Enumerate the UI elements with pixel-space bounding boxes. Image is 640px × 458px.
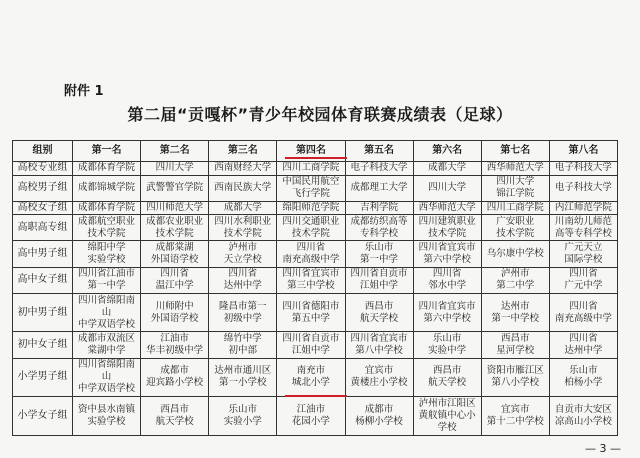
result-cell: 四川省 邻水中学 xyxy=(413,267,481,293)
result-cell: 四川省绵阳南山 中学双语学校 xyxy=(73,358,141,397)
result-cell: 四川省 南充高级中学 xyxy=(549,293,617,332)
result-cell: 宜宾市 第十二中学校 xyxy=(481,397,549,436)
result-cell: 乐山市 实验小学 xyxy=(209,397,277,436)
result-cell: 广元天立 国际学校 xyxy=(549,241,617,267)
table-row xyxy=(13,332,618,358)
result-cell: 四川大学 锦江学院 xyxy=(481,175,549,201)
result-cell: 乐山市 柏杨小学 xyxy=(549,358,617,397)
result-cell: 四川省江油市 第一中学 xyxy=(73,267,141,293)
table-row xyxy=(13,162,618,176)
result-cell: 四川师范大学 xyxy=(141,201,209,215)
header-rank-2: 第二名 xyxy=(141,141,209,162)
result-cell: 四川省宜宾市 第六中学校 xyxy=(413,293,481,332)
attachment-label: 附件 1 xyxy=(64,84,104,99)
group-cell: 高校专业组 xyxy=(13,162,73,176)
result-cell: 四川工商学院 xyxy=(481,201,549,215)
document-title: 第二届“贡嘎杯”青少年校园体育联赛成绩表（足球） xyxy=(127,105,513,124)
table-row xyxy=(13,267,618,293)
group-cell: 高中男子组 xyxy=(13,241,73,267)
result-cell: 中国民用航空 飞行学院 xyxy=(277,175,345,201)
result-cell: 成都锦城学院 xyxy=(73,175,141,201)
header-rank-4: 第四名 xyxy=(277,141,345,162)
result-cell: 宜宾市 黄楼庄小学校 xyxy=(345,358,413,397)
result-cell: 成都理工大学 xyxy=(345,175,413,201)
result-cell: 自贡市大安区 凉高山小学校 xyxy=(549,397,617,436)
group-cell: 高中女子组 xyxy=(13,267,73,293)
result-cell: 电子科技大学 xyxy=(549,175,617,201)
result-cell: 西昌市 航天学校 xyxy=(413,358,481,397)
result-cell: 四川省宜宾市 第三中学校 xyxy=(277,267,345,293)
result-cell: 四川交通职业 技术学院 xyxy=(277,215,345,241)
group-cell: 初中女子组 xyxy=(13,332,73,358)
header-rank-7: 第七名 xyxy=(481,141,549,162)
result-cell: 江油市 花园小学 xyxy=(277,397,345,436)
result-cell: 成都航空职业 技术学院 xyxy=(73,215,141,241)
header-rank-3: 第三名 xyxy=(209,141,277,162)
result-cell: 西华师范大学 xyxy=(481,162,549,176)
result-cell: 四川大学 xyxy=(413,175,481,201)
result-cell: 泸州市 第二中学 xyxy=(481,267,549,293)
result-cell: 南充市 城北小学 xyxy=(277,358,345,397)
header-rank-5: 第五名 xyxy=(345,141,413,162)
result-cell: 四川省自贡市 江姐中学 xyxy=(277,332,345,358)
result-cell: 绵竹中学 初中部 xyxy=(209,332,277,358)
result-cell: 四川省 达州中学 xyxy=(209,267,277,293)
table-row xyxy=(13,215,618,241)
result-cell: 吉利学院 xyxy=(345,201,413,215)
result-cell: 江油市 华丰初级中学 xyxy=(141,332,209,358)
header-rank-8: 第八名 xyxy=(549,141,617,162)
result-cell: 川南幼儿师范 高等专科学校 xyxy=(549,215,617,241)
group-cell: 高职高专组 xyxy=(13,215,73,241)
result-cell: 西昌市 航天学校 xyxy=(345,293,413,332)
result-cell: 乐山市 第一中学 xyxy=(345,241,413,267)
result-cell: 四川大学 xyxy=(141,162,209,176)
result-cell: 川师附中 外国语学校 xyxy=(141,293,209,332)
result-cell: 四川省宜宾市 第六中学校 xyxy=(413,241,481,267)
header-group: 组别 xyxy=(13,141,73,162)
result-cell: 成都体育学院 xyxy=(73,201,141,215)
result-cell: 四川建筑职业 技术学院 xyxy=(413,215,481,241)
result-cell: 达州市通川区 第一小学校 xyxy=(209,358,277,397)
table-row xyxy=(13,358,618,397)
result-cell: 隆昌市第一 初级中学 xyxy=(209,293,277,332)
result-cell: 西南财经大学 xyxy=(209,162,277,176)
results-table xyxy=(12,140,618,436)
result-cell: 西昌市 星河学校 xyxy=(481,332,549,358)
result-cell: 成都市 迎宾路小学校 xyxy=(141,358,209,397)
result-cell: 成都棠湖 外国语学校 xyxy=(141,241,209,267)
result-cell: 四川工商学院 xyxy=(277,162,345,176)
result-cell: 成都体育学院 xyxy=(73,162,141,176)
result-cell: 内江师范学院 xyxy=(549,201,617,215)
highlight-underline-header xyxy=(285,157,347,159)
result-cell: 武警警官学院 xyxy=(141,175,209,201)
table-row xyxy=(13,241,618,267)
header-rank-1: 第一名 xyxy=(73,141,141,162)
result-cell: 四川省 广元中学 xyxy=(549,267,617,293)
result-cell: 四川省 南充高级中学 xyxy=(277,241,345,267)
page-number: — 3 — xyxy=(585,442,621,455)
table-row xyxy=(13,201,618,215)
group-cell: 小学男子组 xyxy=(13,358,73,397)
result-cell: 成都农业职业 技术学院 xyxy=(141,215,209,241)
group-cell: 小学女子组 xyxy=(13,397,73,436)
result-cell: 广安职业 技术学院 xyxy=(481,215,549,241)
result-cell: 四川省 达州中学 xyxy=(549,332,617,358)
result-cell: 电子科技大学 xyxy=(549,162,617,176)
result-cell: 成都纺织高等 专科学校 xyxy=(345,215,413,241)
table-row xyxy=(13,293,618,332)
result-cell: 成都市双流区 棠湖中学 xyxy=(73,332,141,358)
group-cell: 高校男子组 xyxy=(13,175,73,201)
result-cell: 四川省自贡市 江姐中学 xyxy=(345,267,413,293)
result-cell: 四川省德阳市 第五中学 xyxy=(277,293,345,332)
header-rank-6: 第六名 xyxy=(413,141,481,162)
highlight-underline-cell xyxy=(285,395,347,397)
result-cell: 成都市 杨柳小学校 xyxy=(345,397,413,436)
group-cell: 初中男子组 xyxy=(13,293,73,332)
result-cell: 绵阳师范学院 xyxy=(277,201,345,215)
table-row xyxy=(13,397,618,436)
result-cell: 四川省 温江中学 xyxy=(141,267,209,293)
result-cell: 泸州市 天立学校 xyxy=(209,241,277,267)
result-cell: 电子科技大学 xyxy=(345,162,413,176)
result-cell: 西昌市 航天学校 xyxy=(141,397,209,436)
group-cell: 高校女子组 xyxy=(13,201,73,215)
table-row xyxy=(13,175,618,201)
result-cell: 成都大学 xyxy=(209,201,277,215)
result-cell: 泸州市江阳区 黄舣镇中心小 学校 xyxy=(413,397,481,436)
result-cell: 西华师范大学 xyxy=(413,201,481,215)
result-cell: 达州市 第一中学校 xyxy=(481,293,549,332)
result-cell: 西南民族大学 xyxy=(209,175,277,201)
result-cell: 资中县水南镇 实验学校 xyxy=(73,397,141,436)
result-cell: 四川省绵阳南山 中学双语学校 xyxy=(73,293,141,332)
result-cell: 四川省宜宾市 第八中学校 xyxy=(345,332,413,358)
result-cell: 乐山市 实验中学 xyxy=(413,332,481,358)
result-cell: 成都大学 xyxy=(413,162,481,176)
result-cell: 四川水利职业 技术学院 xyxy=(209,215,277,241)
result-cell: 绵阳中学 实验学校 xyxy=(73,241,141,267)
result-cell: 资阳市雁江区 第八小学校 xyxy=(481,358,549,397)
result-cell: 乌尔康中学校 xyxy=(481,241,549,267)
